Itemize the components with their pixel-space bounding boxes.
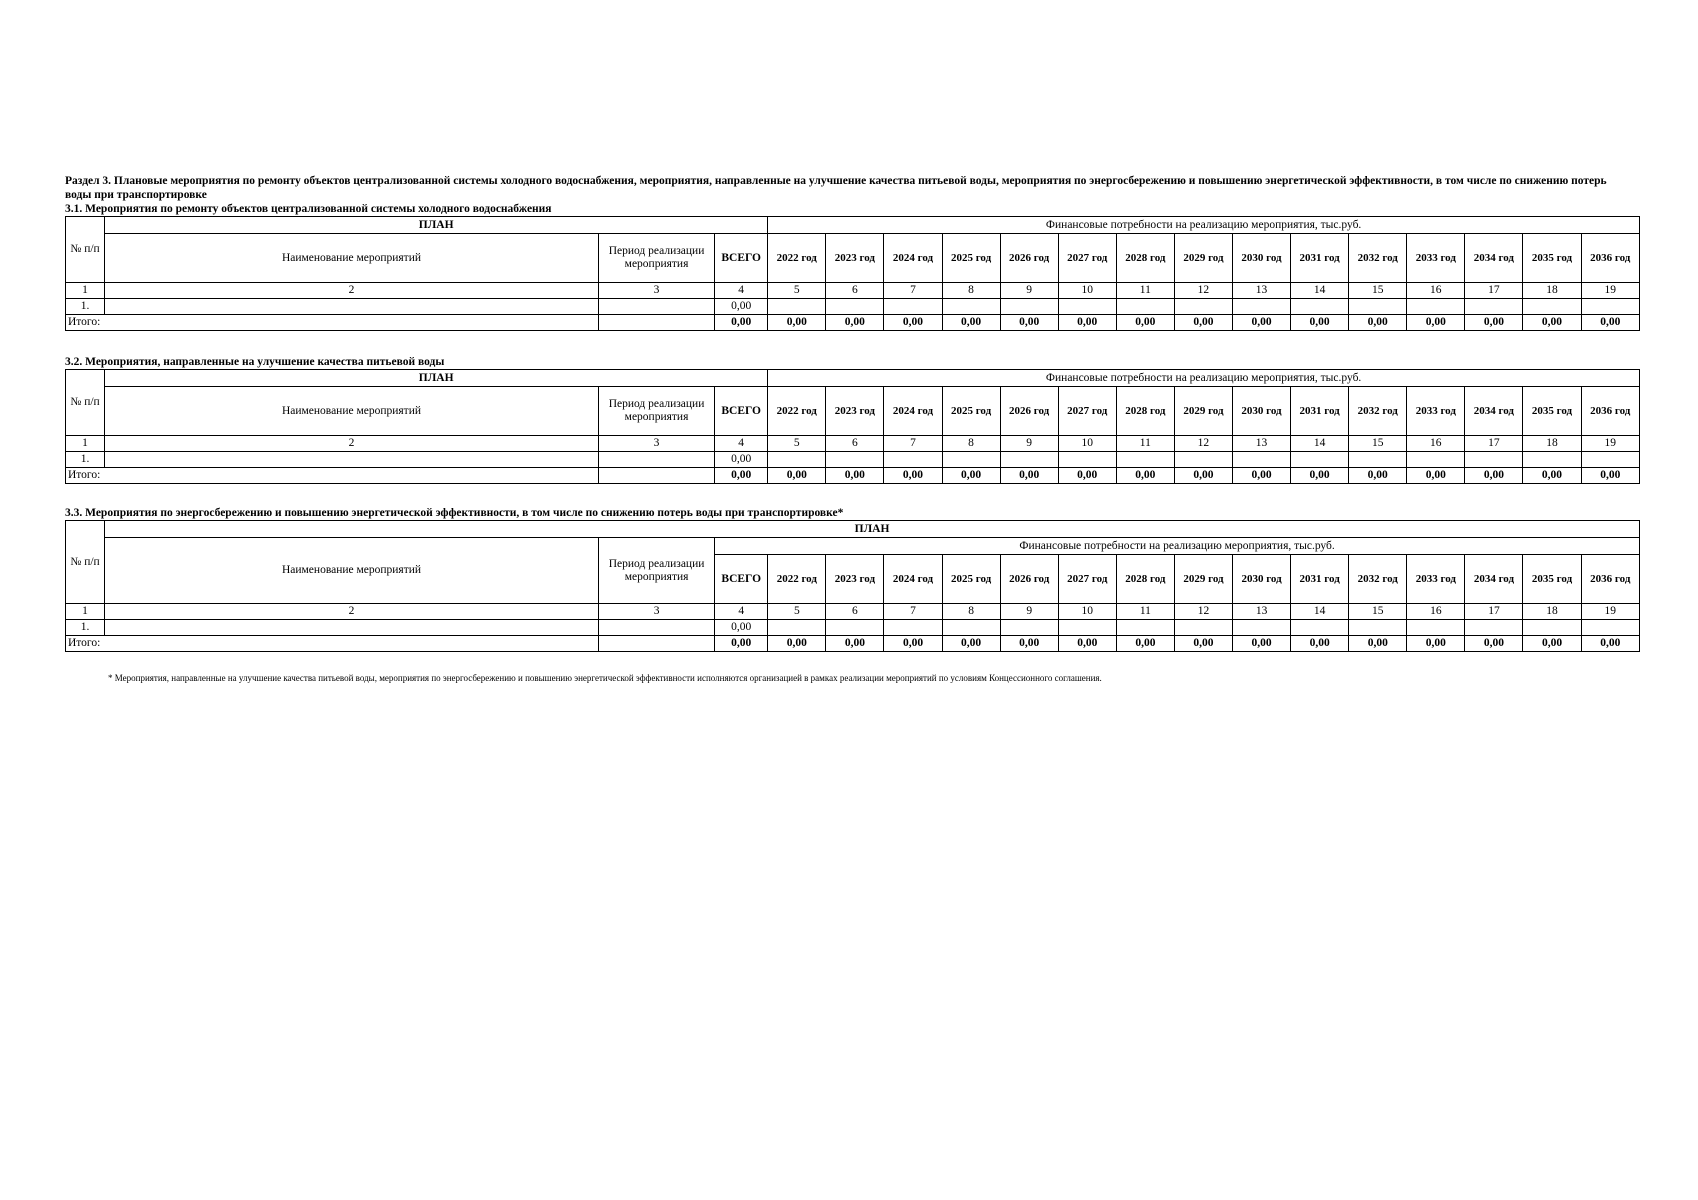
col-header-year: 2033 год xyxy=(1407,387,1465,436)
column-number: 18 xyxy=(1523,436,1581,452)
empty-cell xyxy=(1174,299,1232,315)
col-header-year: 2028 год xyxy=(1116,234,1174,283)
total-value: 0,00 xyxy=(1174,315,1232,331)
total-value: 0,00 xyxy=(1407,315,1465,331)
empty-cell xyxy=(1000,452,1058,468)
total-value: 0,00 xyxy=(826,468,884,484)
col-header-year: 2033 год xyxy=(1407,555,1465,604)
empty-cell xyxy=(884,620,942,636)
total-value: 0,00 xyxy=(1233,636,1291,652)
empty-cell xyxy=(1465,452,1523,468)
col-header-period: Период реализации мероприятия xyxy=(598,538,714,604)
col-header-year: 2027 год xyxy=(1058,234,1116,283)
column-number: 6 xyxy=(826,283,884,299)
col-header-year: 2029 год xyxy=(1174,234,1232,283)
col-header-year: 2026 год xyxy=(1000,234,1058,283)
col-header-name: Наименование мероприятий xyxy=(105,538,599,604)
empty-cell xyxy=(1233,620,1291,636)
col-header-year: 2023 год xyxy=(826,387,884,436)
column-numbers-row xyxy=(66,604,1640,620)
total-value: 0,00 xyxy=(1000,315,1058,331)
total-value: 0,00 xyxy=(1407,468,1465,484)
table-row xyxy=(66,299,1640,315)
table-header-row xyxy=(66,217,1640,234)
empty-cell xyxy=(598,299,714,315)
col-header-period: Период реализации мероприятия xyxy=(598,387,714,436)
col-header-total: ВСЕГО xyxy=(715,234,768,283)
empty-cell xyxy=(884,299,942,315)
total-value: 0,00 xyxy=(1291,468,1349,484)
column-number: 15 xyxy=(1349,283,1407,299)
column-number: 18 xyxy=(1523,283,1581,299)
col-header-year: 2028 год xyxy=(1116,555,1174,604)
col-header-year: 2029 год xyxy=(1174,555,1232,604)
column-number: 15 xyxy=(1349,436,1407,452)
empty-cell xyxy=(1291,452,1349,468)
total-row xyxy=(66,468,1640,484)
empty-cell xyxy=(105,299,599,315)
column-number: 3 xyxy=(598,604,714,620)
item-number: 1. xyxy=(66,299,105,315)
total-value: 0,00 xyxy=(1058,315,1116,331)
column-number: 17 xyxy=(1465,604,1523,620)
empty-cell xyxy=(768,299,826,315)
item-number: 1. xyxy=(66,452,105,468)
empty-cell xyxy=(1291,299,1349,315)
total-value: 0,00 xyxy=(1523,315,1581,331)
column-number: 13 xyxy=(1232,283,1290,299)
empty-cell xyxy=(1058,452,1116,468)
plan-table-2 xyxy=(65,369,1640,484)
col-header-year: 2034 год xyxy=(1465,555,1523,604)
empty-cell xyxy=(598,468,714,484)
col-header-plan: ПЛАН xyxy=(105,370,768,387)
col-header-financial: Финансовые потребности на реализацию мероприятия, тыс.руб. xyxy=(768,370,1640,387)
empty-cell xyxy=(105,452,599,468)
column-number: 16 xyxy=(1407,604,1465,620)
total-value: 0,00 xyxy=(768,636,826,652)
column-number: 1 xyxy=(66,436,105,452)
subsection-title-3: 3.3. Мероприятия по энергосбережению и повышению энергетической эффективности, в том числе по снижению потерь воды при транспортировке* xyxy=(65,507,844,519)
column-numbers-row xyxy=(66,283,1640,299)
total-row xyxy=(66,636,1640,652)
column-number: 14 xyxy=(1291,436,1349,452)
total-value: 0,00 xyxy=(1465,468,1523,484)
column-number: 19 xyxy=(1581,283,1639,299)
column-number: 7 xyxy=(884,283,942,299)
total-value: 0,00 xyxy=(1465,315,1523,331)
empty-cell xyxy=(1465,299,1523,315)
total-value: 0,00 xyxy=(942,636,1000,652)
empty-cell xyxy=(1058,620,1116,636)
column-number: 7 xyxy=(884,436,942,452)
col-header-year: 2034 год xyxy=(1465,234,1523,283)
empty-cell xyxy=(598,636,714,652)
empty-cell xyxy=(1349,452,1407,468)
col-header-year: 2025 год xyxy=(942,234,1000,283)
column-number: 2 xyxy=(105,436,599,452)
col-header-plan: ПЛАН xyxy=(105,217,768,234)
total-label: Итого: xyxy=(66,468,599,484)
col-header-num: № п/п xyxy=(66,217,105,283)
col-header-year: 2028 год xyxy=(1116,387,1174,436)
empty-cell xyxy=(1174,452,1232,468)
column-number: 14 xyxy=(1291,283,1349,299)
total-value: 0,00 xyxy=(1174,468,1232,484)
empty-cell xyxy=(1523,620,1581,636)
empty-cell xyxy=(105,620,599,636)
total-value: 0,00 xyxy=(715,636,768,652)
plan-table-3 xyxy=(65,520,1640,652)
col-header-year: 2027 год xyxy=(1058,387,1116,436)
column-number: 9 xyxy=(1000,604,1058,620)
col-header-year: 2023 год xyxy=(826,234,884,283)
column-number: 10 xyxy=(1058,436,1116,452)
col-header-year: 2030 год xyxy=(1232,387,1290,436)
column-number: 6 xyxy=(826,436,884,452)
item-total: 0,00 xyxy=(715,299,768,315)
total-value: 0,00 xyxy=(1116,636,1174,652)
empty-cell xyxy=(826,299,884,315)
total-value: 0,00 xyxy=(1349,468,1407,484)
empty-cell xyxy=(1581,299,1639,315)
empty-cell xyxy=(768,452,826,468)
column-number: 12 xyxy=(1174,283,1232,299)
empty-cell xyxy=(598,620,714,636)
empty-cell xyxy=(1407,620,1465,636)
empty-cell xyxy=(1349,299,1407,315)
column-number: 16 xyxy=(1407,436,1465,452)
empty-cell xyxy=(942,620,1000,636)
empty-cell xyxy=(1407,299,1465,315)
column-number: 4 xyxy=(715,436,768,452)
table-header-row xyxy=(66,370,1640,387)
column-number: 12 xyxy=(1174,604,1232,620)
column-number: 9 xyxy=(1000,436,1058,452)
total-value: 0,00 xyxy=(768,315,826,331)
table-header-row xyxy=(66,521,1640,538)
column-number: 7 xyxy=(884,604,942,620)
col-header-year: 2024 год xyxy=(884,234,942,283)
column-number: 4 xyxy=(715,283,768,299)
total-value: 0,00 xyxy=(884,315,942,331)
column-number: 2 xyxy=(105,604,599,620)
total-value: 0,00 xyxy=(826,315,884,331)
empty-cell xyxy=(1291,620,1349,636)
table-row xyxy=(66,452,1640,468)
col-header-year: 2026 год xyxy=(1000,555,1058,604)
empty-cell xyxy=(1000,299,1058,315)
total-value: 0,00 xyxy=(884,468,942,484)
col-header-financial: Финансовые потребности на реализацию мероприятия, тыс.руб. xyxy=(715,538,1640,555)
empty-cell xyxy=(1116,452,1174,468)
col-header-year: 2035 год xyxy=(1523,234,1581,283)
col-header-year: 2022 год xyxy=(768,555,826,604)
column-number: 16 xyxy=(1407,283,1465,299)
column-number: 19 xyxy=(1581,436,1639,452)
empty-cell xyxy=(826,620,884,636)
column-number: 5 xyxy=(768,436,826,452)
empty-cell xyxy=(1000,620,1058,636)
col-header-name: Наименование мероприятий xyxy=(105,234,599,283)
total-value: 0,00 xyxy=(1000,636,1058,652)
col-header-period: Период реализации мероприятия xyxy=(598,234,714,283)
col-header-year: 2036 год xyxy=(1581,555,1639,604)
empty-cell xyxy=(1581,452,1639,468)
total-value: 0,00 xyxy=(942,315,1000,331)
total-value: 0,00 xyxy=(1581,468,1639,484)
empty-cell xyxy=(1523,299,1581,315)
total-row xyxy=(66,315,1640,331)
total-value: 0,00 xyxy=(1349,315,1407,331)
col-header-year: 2033 год xyxy=(1407,234,1465,283)
column-number: 8 xyxy=(942,436,1000,452)
tables-container xyxy=(65,202,1640,652)
total-value: 0,00 xyxy=(1407,636,1465,652)
total-value: 0,00 xyxy=(1523,636,1581,652)
column-number: 14 xyxy=(1291,604,1349,620)
total-value: 0,00 xyxy=(1349,636,1407,652)
empty-cell xyxy=(1174,620,1232,636)
total-value: 0,00 xyxy=(1058,468,1116,484)
col-header-year: 2035 год xyxy=(1523,555,1581,604)
empty-cell xyxy=(942,452,1000,468)
empty-cell xyxy=(598,452,714,468)
col-header-num: № п/п xyxy=(66,370,105,436)
empty-cell xyxy=(1523,452,1581,468)
total-value: 0,00 xyxy=(768,468,826,484)
col-header-year: 2027 год xyxy=(1058,555,1116,604)
col-header-year: 2031 год xyxy=(1291,234,1349,283)
section-title: Раздел 3. Плановые мероприятия по ремонту объектов централизованной системы холодного водоснабжения, мероприятия, направленные на улучшение качества питьевой воды, мероприятия по энергосбережению и повышению энергетической эффективности, в том числе по снижению потерь воды при транспортировке xyxy=(65,175,1607,201)
column-number: 12 xyxy=(1174,436,1232,452)
column-number: 5 xyxy=(768,604,826,620)
subsection-title-1: 3.1. Мероприятия по ремонту объектов централизованной системы холодного водоснабжения xyxy=(65,203,552,215)
footnote: * Мероприятия, направленные на улучшение качества питьевой воды, мероприятия по энергосбережению и повышению энергетической эффективности исполняются организацией в рамках реализации мероприятий по условиям Концессионного соглашения. xyxy=(108,673,1102,683)
col-header-year: 2025 год xyxy=(942,555,1000,604)
total-value: 0,00 xyxy=(1174,636,1232,652)
section-gap xyxy=(65,484,1640,506)
total-label: Итого: xyxy=(66,315,599,331)
table-header-row xyxy=(66,234,1640,283)
document-page xyxy=(65,174,1640,683)
column-number: 17 xyxy=(1465,436,1523,452)
col-header-year: 2036 год xyxy=(1581,234,1639,283)
column-number: 17 xyxy=(1465,283,1523,299)
item-total: 0,00 xyxy=(715,620,768,636)
empty-cell xyxy=(1349,620,1407,636)
item-number: 1. xyxy=(66,620,105,636)
total-label: Итого: xyxy=(66,636,599,652)
total-value: 0,00 xyxy=(942,468,1000,484)
col-header-year: 2022 год xyxy=(768,387,826,436)
empty-cell xyxy=(884,452,942,468)
table-header-row xyxy=(66,538,1640,555)
column-number: 15 xyxy=(1349,604,1407,620)
col-header-total: ВСЕГО xyxy=(715,555,768,604)
col-header-year: 2024 год xyxy=(884,387,942,436)
col-header-year: 2032 год xyxy=(1349,234,1407,283)
total-value: 0,00 xyxy=(1291,315,1349,331)
section-gap xyxy=(65,331,1640,355)
total-value: 0,00 xyxy=(1465,636,1523,652)
column-number: 18 xyxy=(1523,604,1581,620)
subsection-title-2: 3.2. Мероприятия, направленные на улучшение качества питьевой воды xyxy=(65,356,445,368)
col-header-year: 2032 год xyxy=(1349,387,1407,436)
col-header-year: 2025 год xyxy=(942,387,1000,436)
column-number: 3 xyxy=(598,436,714,452)
column-number: 8 xyxy=(942,604,1000,620)
total-value: 0,00 xyxy=(826,636,884,652)
column-number: 4 xyxy=(715,604,768,620)
col-header-year: 2026 год xyxy=(1000,387,1058,436)
column-number: 11 xyxy=(1116,604,1174,620)
column-number: 9 xyxy=(1000,283,1058,299)
empty-cell xyxy=(1116,620,1174,636)
empty-cell xyxy=(1116,299,1174,315)
empty-cell xyxy=(1232,299,1290,315)
col-header-year: 2032 год xyxy=(1349,555,1407,604)
col-header-plan: ПЛАН xyxy=(105,521,1640,538)
col-header-financial: Финансовые потребности на реализацию мероприятия, тыс.руб. xyxy=(768,217,1640,234)
table-row xyxy=(66,620,1640,636)
col-header-num: № п/п xyxy=(66,521,105,604)
column-number: 1 xyxy=(66,604,105,620)
column-number: 5 xyxy=(768,283,826,299)
column-number: 19 xyxy=(1581,604,1639,620)
column-number: 13 xyxy=(1233,604,1291,620)
empty-cell xyxy=(1232,452,1290,468)
total-value: 0,00 xyxy=(1581,636,1639,652)
empty-cell xyxy=(1058,299,1116,315)
total-value: 0,00 xyxy=(1232,315,1290,331)
total-value: 0,00 xyxy=(1291,636,1349,652)
col-header-year: 2035 год xyxy=(1523,387,1581,436)
plan-table-1 xyxy=(65,216,1640,331)
column-number: 11 xyxy=(1116,436,1174,452)
item-total: 0,00 xyxy=(715,452,768,468)
column-numbers-row xyxy=(66,436,1640,452)
col-header-year: 2029 год xyxy=(1174,387,1232,436)
total-value: 0,00 xyxy=(1116,468,1174,484)
col-header-year: 2034 год xyxy=(1465,387,1523,436)
col-header-name: Наименование мероприятий xyxy=(105,387,599,436)
col-header-year: 2036 год xyxy=(1581,387,1639,436)
col-header-year: 2022 год xyxy=(768,234,826,283)
empty-cell xyxy=(1465,620,1523,636)
total-value: 0,00 xyxy=(715,315,768,331)
column-number: 6 xyxy=(826,604,884,620)
empty-cell xyxy=(1581,620,1639,636)
total-value: 0,00 xyxy=(1000,468,1058,484)
total-value: 0,00 xyxy=(1581,315,1639,331)
empty-cell xyxy=(598,315,714,331)
column-number: 10 xyxy=(1058,604,1116,620)
column-number: 10 xyxy=(1058,283,1116,299)
col-header-total: ВСЕГО xyxy=(715,387,768,436)
column-number: 8 xyxy=(942,283,1000,299)
column-number: 13 xyxy=(1232,436,1290,452)
column-number: 3 xyxy=(598,283,714,299)
total-value: 0,00 xyxy=(715,468,768,484)
col-header-year: 2023 год xyxy=(826,555,884,604)
column-number: 2 xyxy=(105,283,599,299)
total-value: 0,00 xyxy=(1232,468,1290,484)
total-value: 0,00 xyxy=(1523,468,1581,484)
empty-cell xyxy=(826,452,884,468)
col-header-year: 2024 год xyxy=(884,555,942,604)
total-value: 0,00 xyxy=(1058,636,1116,652)
col-header-year: 2030 год xyxy=(1232,234,1290,283)
col-header-year: 2030 год xyxy=(1233,555,1291,604)
empty-cell xyxy=(1407,452,1465,468)
total-value: 0,00 xyxy=(1116,315,1174,331)
column-number: 11 xyxy=(1116,283,1174,299)
empty-cell xyxy=(768,620,826,636)
empty-cell xyxy=(942,299,1000,315)
col-header-year: 2031 год xyxy=(1291,555,1349,604)
total-value: 0,00 xyxy=(884,636,942,652)
column-number: 1 xyxy=(66,283,105,299)
table-header-row xyxy=(66,387,1640,436)
col-header-year: 2031 год xyxy=(1291,387,1349,436)
